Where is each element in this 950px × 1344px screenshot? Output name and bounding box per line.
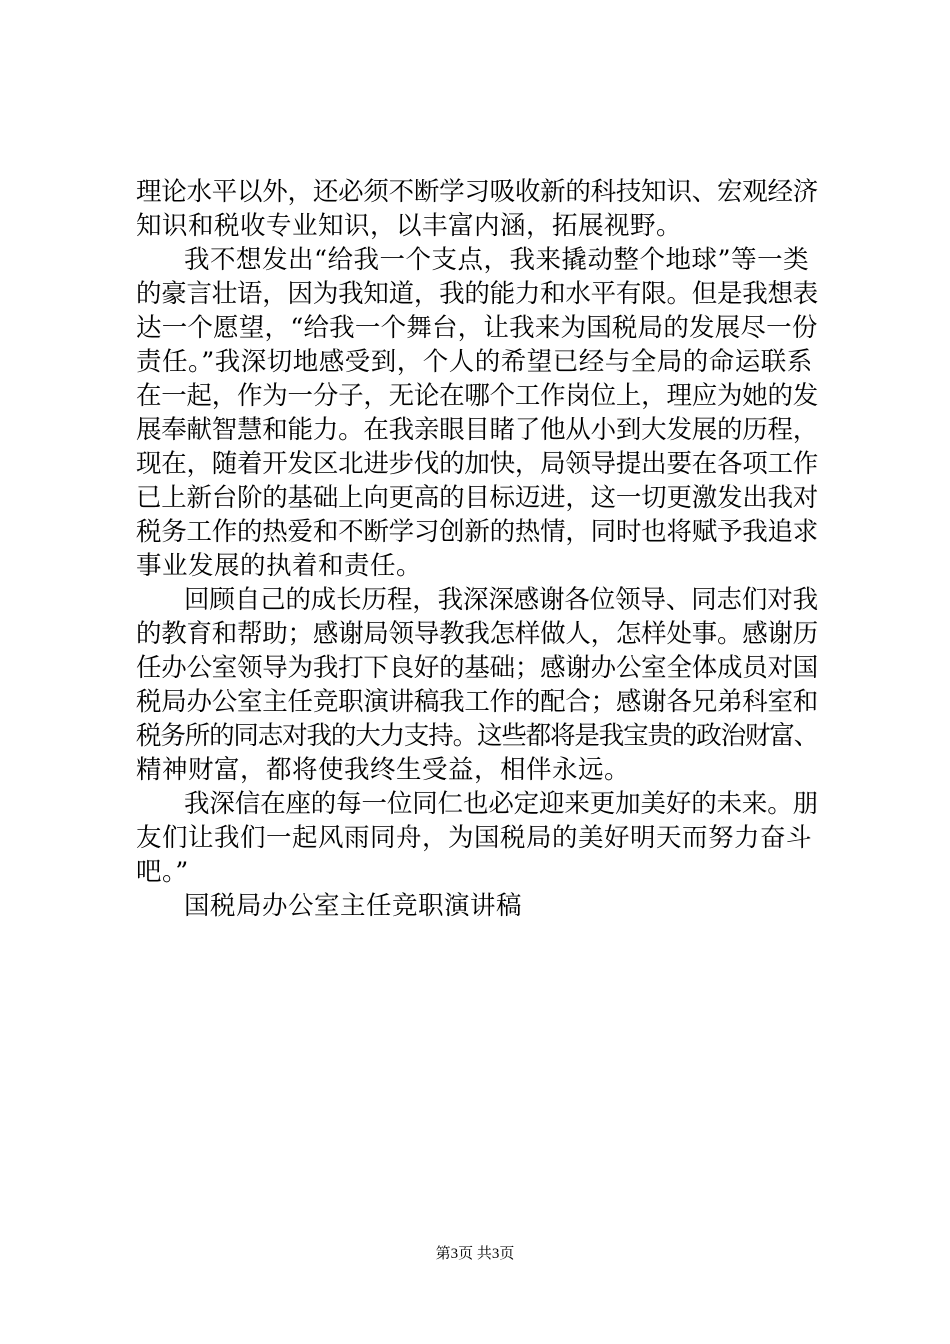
text-line: 事业发展的执着和责任。 — [136, 551, 423, 581]
text-line: 友们让我们一起风雨同舟，为国税局的美好明天而努力奋斗 — [136, 823, 813, 853]
text-line: 我深信在座的每一位同仁也必定迎来更加美好的未来。朋 — [184, 789, 819, 819]
text-line: 回顾自己的成长历程，我深深感谢各位领导、同志们对我 — [184, 585, 819, 615]
text-line: 达一个愿望，“给我一个舞台，让我来为国税局的发展尽一份 — [136, 313, 818, 343]
text-line: 税务工作的热爱和不断学习创新的热情，同时也将赋予我追求 — [136, 517, 819, 547]
closing-title-line: 国税局办公室主任竞职演讲稿 — [184, 891, 523, 921]
text-line: 税务所的同志对我的大力支持。这些都将是我宝贵的政治财富、 — [136, 721, 819, 751]
text-line: 现在，随着开发区北进步伐的加快，局领导提出要在各项工作 — [136, 449, 819, 479]
text-line: 知识和税收专业知识，以丰富内涵，拓展视野。 — [136, 211, 683, 241]
text-line: 的豪言壮语，因为我知道，我的能力和水平有限。但是我想表 — [136, 279, 819, 309]
text-line: 我不想发出“给我一个支点，我来撬动整个地球”等一类 — [184, 245, 810, 275]
text-line: 已上新台阶的基础上向更高的目标迈进，这一切更激发出我对 — [136, 483, 819, 513]
text-line: 税局办公室主任竞职演讲稿我工作的配合；感谢各兄弟科室和 — [136, 687, 819, 717]
text-line: 的教育和帮助；感谢局领导教我怎样做人，怎样处事。感谢历 — [136, 619, 819, 649]
text-line: 理论水平以外，还必须不断学习吸收新的科技知识、宏观经济 — [136, 177, 819, 207]
text-line: 精神财富，都将使我终生受益，相伴永远。 — [136, 755, 631, 785]
text-line: 在一起，作为一分子，无论在哪个工作岗位上，理应为她的发 — [136, 381, 819, 411]
text-line: 责任。”我深切地感受到，个人的希望已经与全局的命运联系 — [136, 347, 813, 377]
page-footer: 第3页 共3页 — [435, 1246, 515, 1262]
text-line: 吧。” — [136, 857, 189, 887]
text-line: 任办公室领导为我打下良好的基础；感谢办公室全体成员对国 — [136, 653, 819, 683]
text-line: 展奉献智慧和能力。在我亲眼目睹了他从小到大发展的历程， — [136, 415, 819, 445]
